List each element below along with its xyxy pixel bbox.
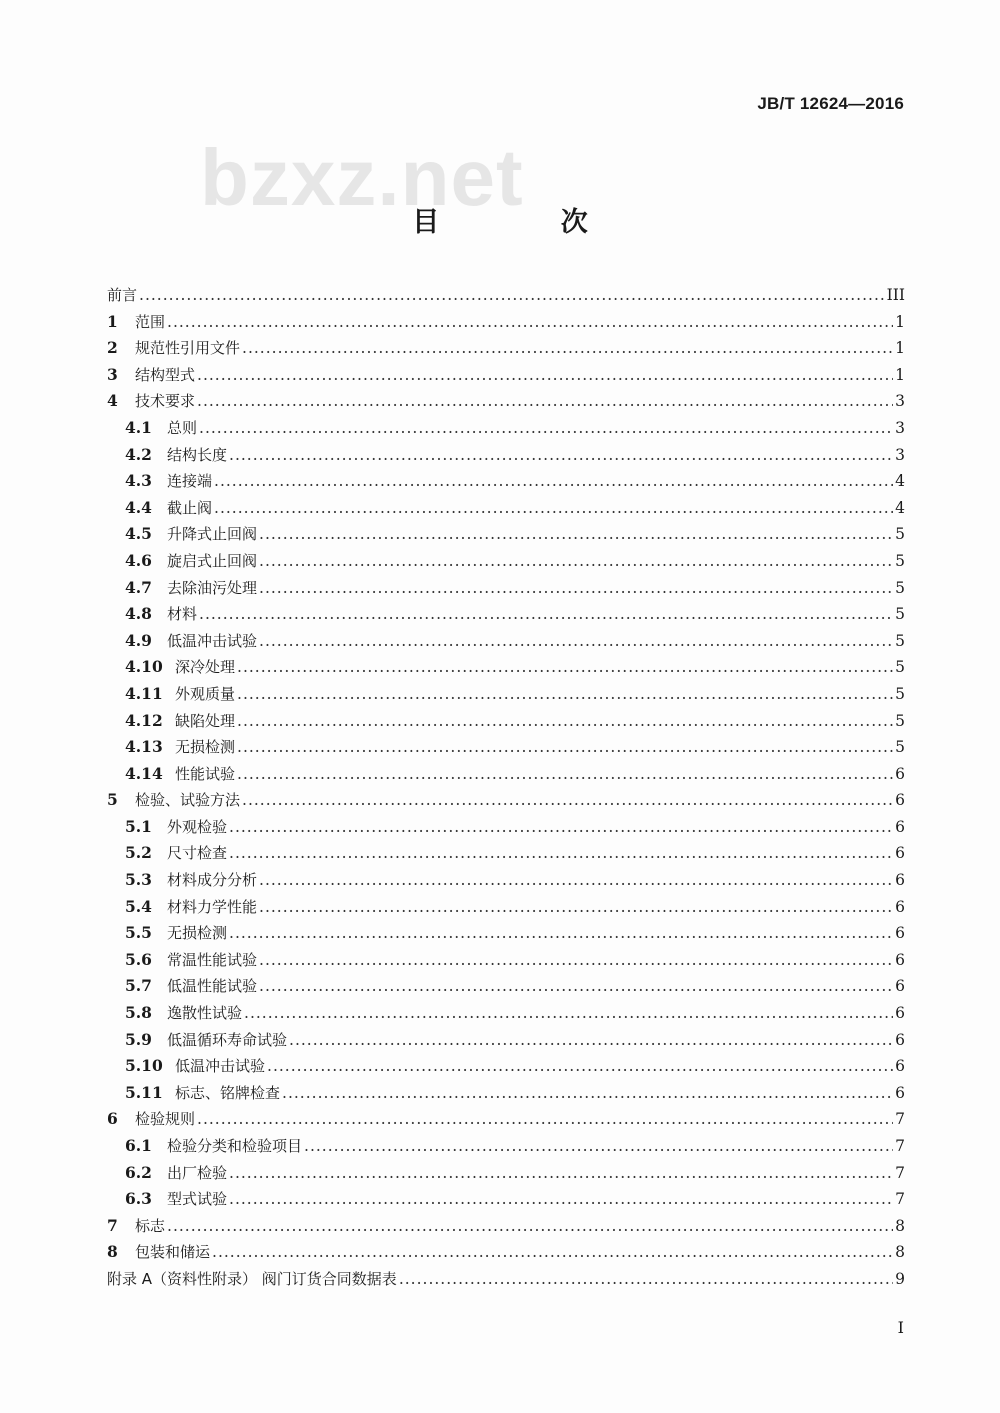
- toc-entry-title: 前言: [107, 286, 138, 304]
- toc-entry-number: 4.3: [125, 471, 152, 491]
- toc-entry-number: 5.8: [125, 1003, 152, 1023]
- toc-entry[interactable]: [107, 577, 905, 604]
- toc-leader-dots: [229, 844, 893, 862]
- toc-entry[interactable]: [107, 922, 905, 949]
- toc-entry-page: 6: [895, 950, 905, 969]
- toc-entry-title: 标志: [135, 1216, 166, 1235]
- toc-entry-title: 低温冲击试验: [167, 631, 258, 650]
- table-of-contents: [107, 284, 905, 1295]
- toc-entry-number: 4.7: [125, 577, 152, 597]
- toc-entry-number: 3: [107, 364, 118, 384]
- toc-entry[interactable]: [107, 763, 905, 790]
- toc-leader-dots: [259, 951, 893, 969]
- toc-entry-number: 5.9: [125, 1029, 152, 1049]
- toc-entry[interactable]: [107, 497, 905, 524]
- toc-entry-page: 5: [895, 738, 905, 757]
- toc-entry-page: 3: [895, 392, 905, 411]
- toc-entry[interactable]: [107, 523, 905, 550]
- toc-leader-dots: [237, 765, 893, 783]
- toc-entry-number: 6.2: [125, 1162, 152, 1182]
- toc-entry-number: 5.5: [125, 923, 152, 943]
- toc-entry[interactable]: [107, 1082, 905, 1109]
- toc-entry-page: 5: [895, 605, 905, 624]
- toc-entry-number: 4.9: [125, 630, 152, 650]
- toc-leader-dots: [242, 339, 893, 357]
- toc-entry[interactable]: [107, 337, 905, 364]
- toc-leader-dots: [167, 1217, 893, 1235]
- toc-title: 目 次: [412, 207, 644, 238]
- toc-entry-page: 4: [895, 472, 905, 491]
- toc-entry-number: 4.2: [125, 444, 152, 464]
- toc-entry-page: 5: [895, 578, 905, 597]
- toc-entry-title: 去除油污处理: [167, 578, 258, 597]
- toc-entry[interactable]: [107, 736, 905, 763]
- toc-entry[interactable]: [107, 869, 905, 896]
- toc-entry-number: 6.1: [125, 1136, 152, 1155]
- toc-leader-dots: [399, 1270, 893, 1288]
- toc-leader-dots: [214, 472, 893, 490]
- toc-leader-dots: [267, 1057, 893, 1075]
- toc-leader-dots: [167, 313, 893, 331]
- toc-entry-title: 标志、铭牌检查: [175, 1083, 281, 1102]
- toc-entry-title: 低温性能试验: [167, 977, 258, 996]
- toc-entry-page: 5: [895, 658, 905, 677]
- toc-leader-dots: [197, 366, 893, 384]
- toc-entry-number: 4.11: [125, 683, 163, 703]
- toc-entry[interactable]: [107, 1029, 905, 1056]
- toc-entry[interactable]: [107, 1135, 905, 1162]
- toc-entry[interactable]: [107, 417, 905, 444]
- toc-leader-dots: [259, 977, 893, 995]
- toc-entry-title: 低温循环寿命试验: [167, 1030, 288, 1049]
- toc-entry-number: 5.10: [125, 1056, 163, 1076]
- toc-entry[interactable]: [107, 975, 905, 1002]
- toc-leader-dots: [304, 1137, 893, 1155]
- toc-entry-title: 外观检验: [167, 817, 228, 836]
- toc-entry-title: 结构长度: [167, 445, 228, 464]
- toc-leader-dots: [229, 1164, 893, 1182]
- toc-leader-dots: [229, 446, 893, 464]
- toc-entry-title: 检验规则: [135, 1110, 196, 1129]
- toc-entry[interactable]: [107, 816, 905, 843]
- toc-leader-dots: [259, 525, 893, 543]
- standard-number: JB/T 12624—2016: [757, 94, 904, 113]
- toc-entry[interactable]: [107, 470, 905, 497]
- toc-entry-number: 4.12: [125, 710, 163, 730]
- toc-entry-title: 技术要求: [135, 392, 196, 411]
- toc-entry-number: 4.4: [125, 497, 152, 517]
- toc-leader-dots: [259, 898, 893, 916]
- toc-entry-page: 3: [895, 445, 905, 464]
- toc-leader-dots: [139, 286, 885, 304]
- toc-entry-number: 6.3: [125, 1189, 152, 1209]
- toc-entry-page: 8: [895, 1216, 905, 1235]
- toc-entry-page: 7: [895, 1163, 905, 1182]
- toc-entry-number: 4.8: [125, 604, 152, 624]
- toc-entry-page: 6: [895, 977, 905, 996]
- toc-entry-title: 材料: [167, 605, 198, 624]
- toc-entry[interactable]: [107, 1162, 905, 1189]
- toc-leader-dots: [199, 605, 893, 623]
- toc-entry-page: 8: [895, 1243, 905, 1262]
- toc-entry-number: 4.1: [125, 417, 152, 437]
- toc-entry-title: 常温性能试验: [167, 950, 258, 969]
- toc-entry-page: 5: [895, 525, 905, 544]
- toc-entry-page: 6: [895, 791, 905, 810]
- toc-entry[interactable]: [107, 656, 905, 683]
- toc-entry-page: 6: [895, 871, 905, 890]
- toc-entry-title: 材料力学性能: [167, 897, 258, 916]
- toc-entry-title: 外观质量: [175, 684, 236, 703]
- toc-entry-number: 5.6: [125, 949, 152, 969]
- toc-entry-number: 5.1: [125, 816, 152, 836]
- toc-entry-page: 1: [895, 339, 905, 358]
- toc-entry[interactable]: [107, 1268, 905, 1295]
- toc-leader-dots: [197, 1110, 893, 1128]
- toc-entry-page: 6: [895, 1030, 905, 1049]
- toc-entry-title: 连接端: [167, 472, 213, 491]
- toc-entry-number: 5.2: [125, 843, 152, 863]
- toc-entry-number: 4.5: [125, 524, 152, 544]
- toc-entry-title: 逸散性试验: [167, 1004, 243, 1023]
- toc-entry[interactable]: [107, 1188, 905, 1215]
- toc-entry-page: 6: [895, 1083, 905, 1102]
- toc-leader-dots: [244, 1004, 893, 1022]
- toc-entry-page: 5: [895, 631, 905, 650]
- toc-entry[interactable]: [107, 1002, 905, 1029]
- toc-entry-number: 4: [107, 391, 118, 411]
- toc-entry-page: 9: [895, 1269, 905, 1288]
- toc-leader-dots: [259, 579, 893, 597]
- toc-entry[interactable]: [107, 683, 905, 710]
- page-folio: I: [897, 1318, 904, 1337]
- toc-entry[interactable]: [107, 603, 905, 630]
- toc-entry-page: 6: [895, 1057, 905, 1076]
- toc-entry-title: 截止阀: [167, 498, 213, 517]
- toc-entry-page: 5: [895, 711, 905, 730]
- toc-entry-page: 5: [895, 684, 905, 703]
- toc-entry-title: 附录 A（资料性附录） 阀门订货合同数据表: [107, 1269, 397, 1288]
- toc-entry-title: 旋启式止回阀: [167, 551, 258, 570]
- toc-entry-number: 5: [107, 790, 118, 810]
- toc-entry-title: 出厂检验: [167, 1163, 228, 1182]
- toc-leader-dots: [237, 658, 893, 676]
- toc-entry-page: 6: [895, 817, 905, 836]
- toc-leader-dots: [242, 791, 893, 809]
- toc-leader-dots: [259, 552, 893, 570]
- toc-entry-title: 性能试验: [175, 764, 236, 783]
- toc-entry-number: 4.10: [125, 657, 163, 677]
- toc-entry[interactable]: [107, 311, 905, 338]
- toc-entry-number: 5.11: [125, 1082, 163, 1102]
- toc-entry-title: 包装和储运: [135, 1243, 211, 1262]
- toc-leader-dots: [259, 632, 893, 650]
- toc-entry-title: 范围: [135, 312, 166, 331]
- toc-entry-number: 2: [107, 338, 118, 358]
- toc-entry-title: 升降式止回阀: [167, 525, 258, 544]
- toc-entry-page: 1: [895, 365, 905, 384]
- toc-entry[interactable]: [107, 896, 905, 923]
- toc-entry[interactable]: [107, 364, 905, 391]
- toc-entry[interactable]: [107, 949, 905, 976]
- toc-entry-number: 4.14: [125, 763, 163, 783]
- toc-entry[interactable]: [107, 1215, 905, 1242]
- watermark-text: bzxz.net: [200, 133, 524, 222]
- toc-entry-title: 规范性引用文件: [135, 339, 241, 358]
- toc-entry-title: 无损检测: [175, 738, 236, 757]
- toc-leader-dots: [199, 419, 893, 437]
- toc-leader-dots: [229, 924, 893, 942]
- toc-leader-dots: [289, 1031, 893, 1049]
- toc-entry[interactable]: [107, 630, 905, 657]
- toc-entry-number: 8: [107, 1242, 118, 1262]
- toc-entry-number: 4.6: [125, 550, 152, 570]
- toc-entry-title: 缺陷处理: [175, 711, 236, 730]
- toc-entry-page: 1: [895, 312, 905, 331]
- toc-entry-title: 总则: [167, 418, 198, 437]
- toc-entry[interactable]: [107, 1241, 905, 1268]
- toc-entry-page: 5: [895, 551, 905, 570]
- toc-entry-page: 6: [895, 844, 905, 863]
- toc-entry-page: 6: [895, 897, 905, 916]
- toc-leader-dots: [237, 738, 893, 756]
- toc-entry-number: 1: [107, 311, 118, 331]
- toc-entry[interactable]: [107, 710, 905, 737]
- toc-entry-page: 3: [895, 418, 905, 437]
- toc-leader-dots: [229, 1190, 893, 1208]
- toc-leader-dots: [214, 499, 893, 517]
- toc-entry-title: 材料成分分析: [167, 871, 258, 890]
- toc-entry-number: 5.4: [125, 896, 152, 916]
- toc-entry-title: 低温冲击试验: [175, 1057, 266, 1076]
- toc-entry-page: 7: [895, 1110, 905, 1129]
- toc-entry[interactable]: [107, 1055, 905, 1082]
- toc-entry-page: 6: [895, 764, 905, 783]
- toc-entry[interactable]: [107, 789, 905, 816]
- toc-leader-dots: [282, 1084, 893, 1102]
- toc-entry-title: 检验、试验方法: [135, 791, 241, 810]
- toc-entry[interactable]: [107, 390, 905, 417]
- toc-leader-dots: [212, 1243, 893, 1261]
- toc-entry-title: 型式试验: [167, 1190, 228, 1209]
- toc-entry-number: 5.3: [125, 870, 152, 890]
- toc-entry-number: 5.7: [125, 976, 152, 996]
- toc-entry-title: 结构型式: [135, 365, 196, 384]
- toc-entry-page: 6: [895, 1004, 905, 1023]
- toc-entry-number: 4.13: [125, 737, 163, 757]
- toc-entry-title: 尺寸检查: [167, 844, 228, 863]
- toc-leader-dots: [229, 818, 893, 836]
- toc-leader-dots: [237, 685, 893, 703]
- toc-entry-page: III: [886, 286, 905, 304]
- toc-entry-title: 检验分类和检验项目: [167, 1137, 303, 1155]
- toc-entry[interactable]: [107, 284, 905, 311]
- toc-entry-page: 6: [895, 924, 905, 943]
- toc-leader-dots: [237, 712, 893, 730]
- toc-entry[interactable]: [107, 550, 905, 577]
- toc-entry-title: 无损检测: [167, 924, 228, 943]
- toc-entry-page: 4: [895, 498, 905, 517]
- toc-entry-title: 深冷处理: [175, 658, 236, 677]
- toc-entry[interactable]: [107, 1108, 905, 1135]
- toc-entry-number: 7: [107, 1215, 118, 1235]
- toc-entry-page: 7: [895, 1190, 905, 1209]
- toc-leader-dots: [259, 871, 893, 889]
- toc-leader-dots: [197, 392, 893, 410]
- toc-entry[interactable]: [107, 444, 905, 471]
- toc-entry-page: 7: [895, 1137, 905, 1155]
- toc-entry-number: 6: [107, 1109, 118, 1129]
- toc-entry[interactable]: [107, 842, 905, 869]
